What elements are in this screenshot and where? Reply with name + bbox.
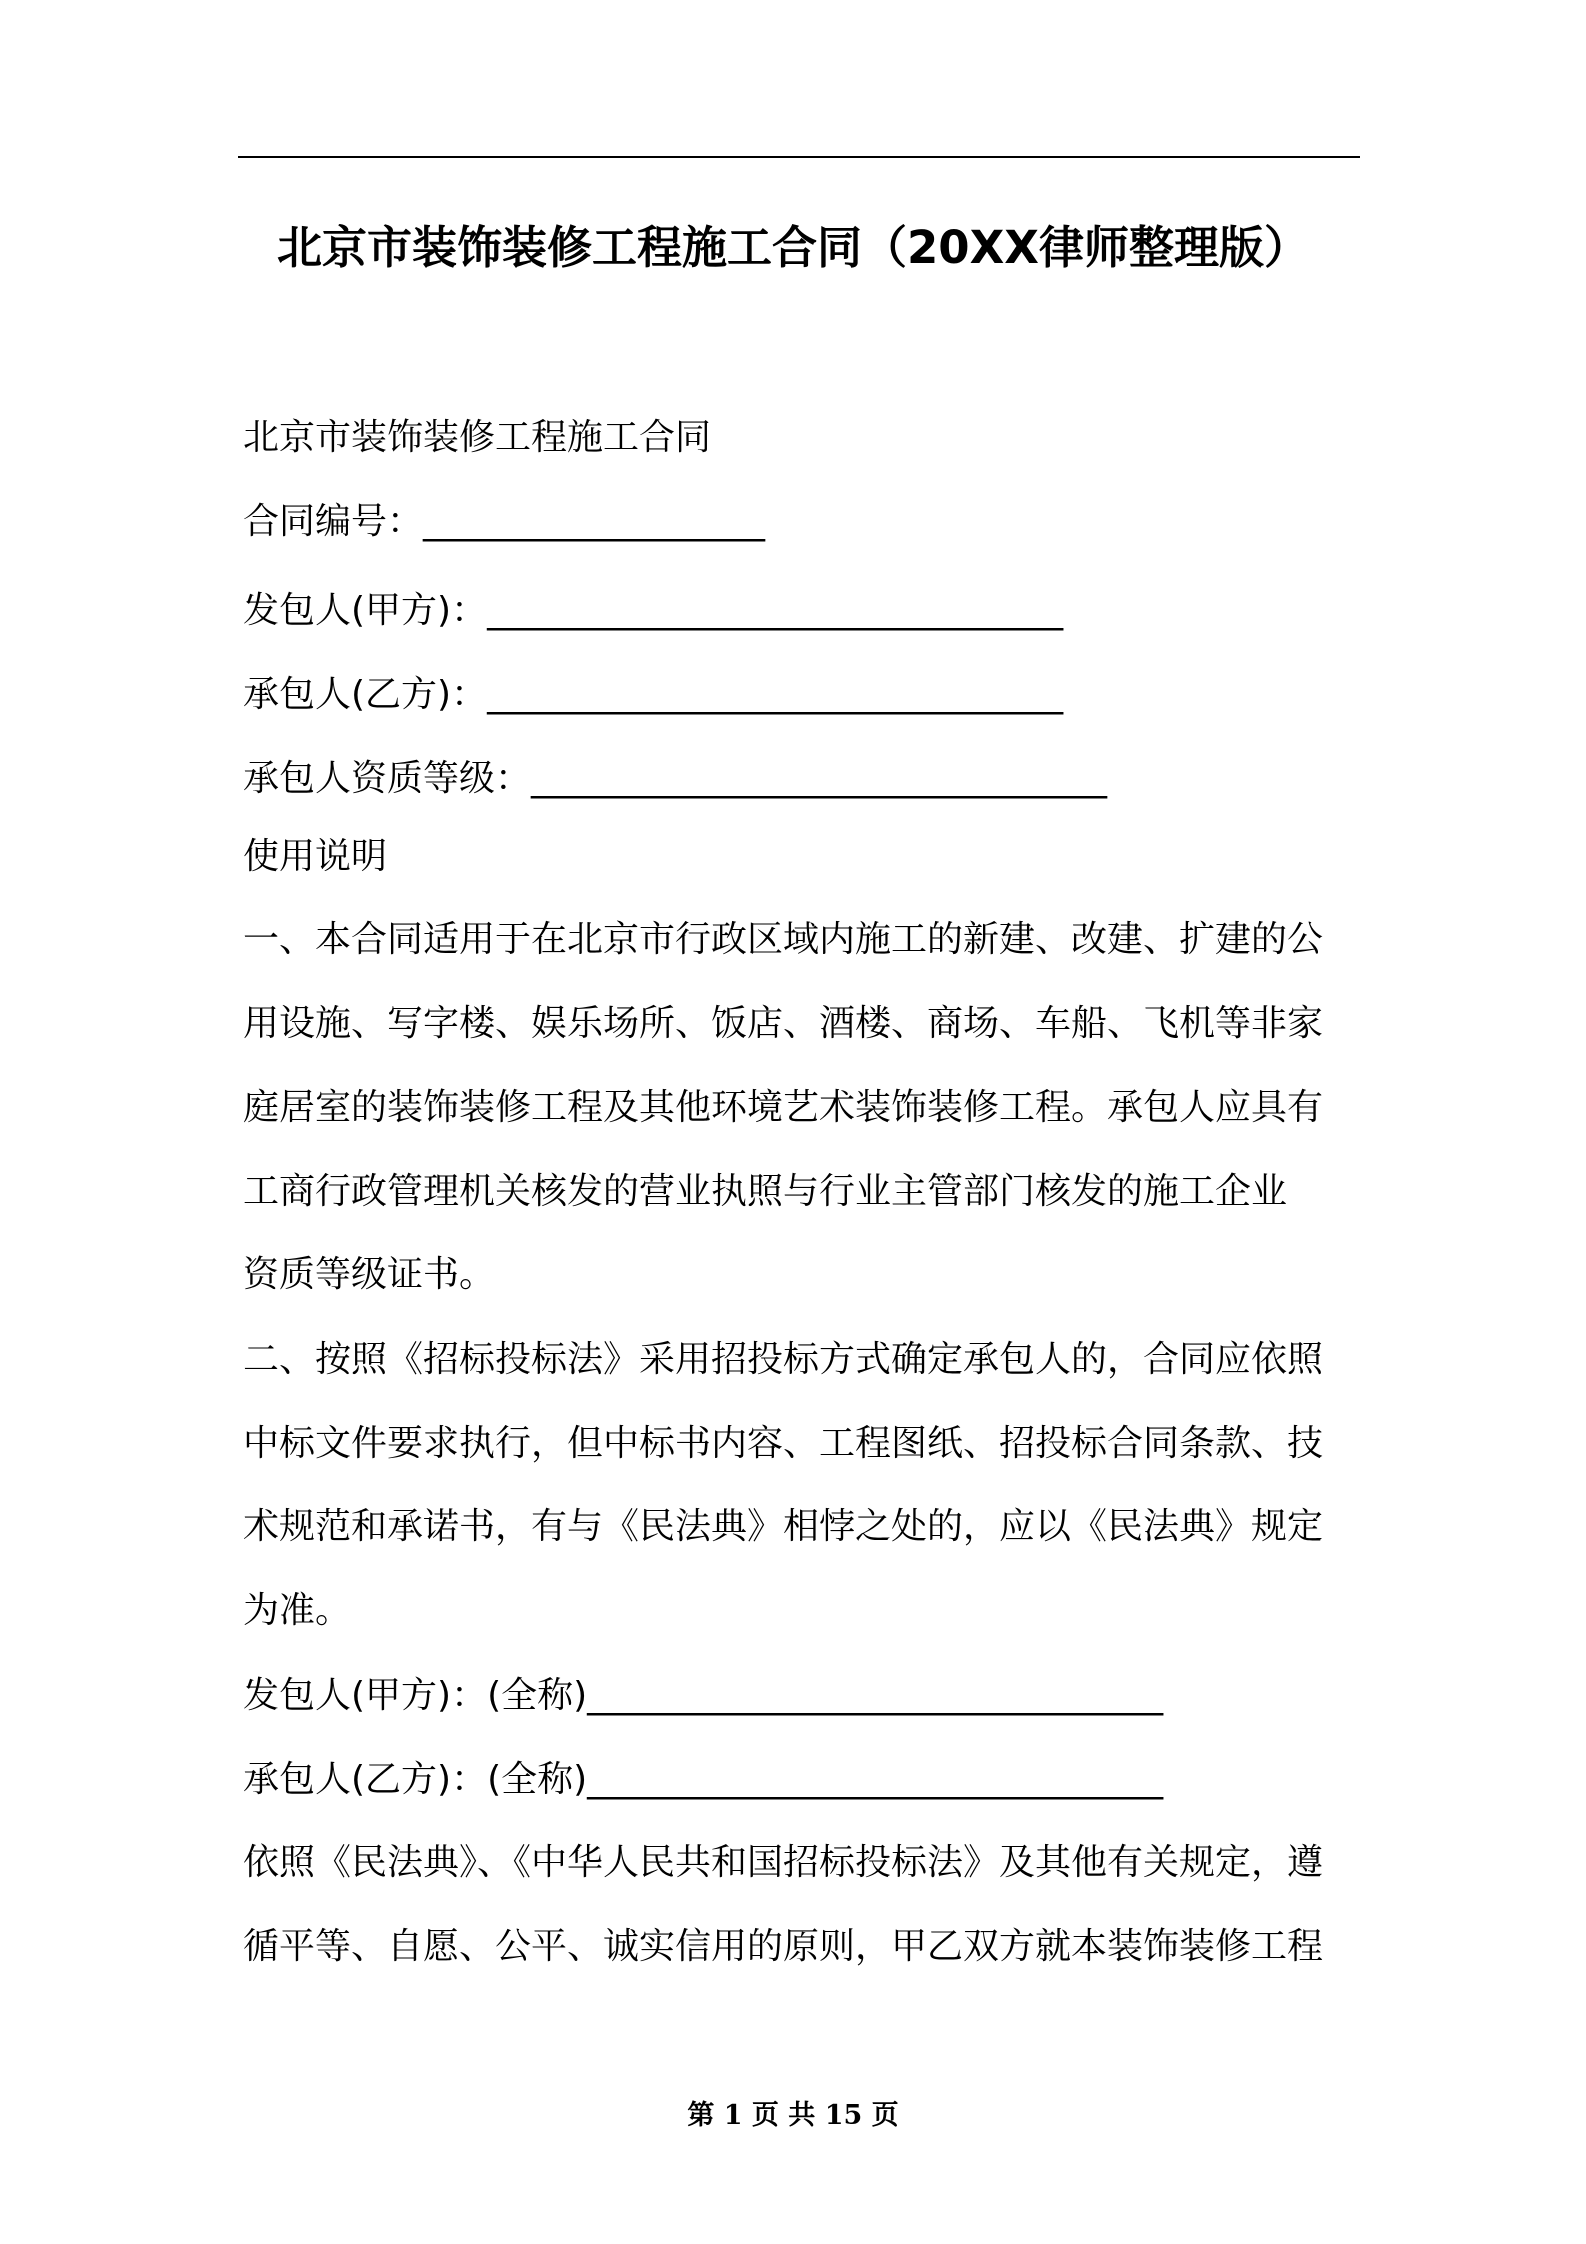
paragraph-line: 中标文件要求执行，但中标书内容、工程图纸、招投标合同条款、技 <box>243 1423 1324 1464</box>
paragraph-line: 工商行政管理机关核发的营业执照与行业主管部门核发的施工企业 <box>243 1171 1288 1212</box>
paragraph-line: 用设施、写字楼、娱乐场所、饭店、酒楼、商场、车船、飞机等非家 <box>243 1003 1324 1044</box>
usage-heading: 使用说明 <box>243 836 388 877</box>
paragraph-line: 术规范和承诺书，有与《民法典》相悖之处的，应以《民法典》规定 <box>243 1506 1324 1547</box>
paragraph-line: 庭居室的装饰装修工程及其他环境艺术装饰装修工程。承包人应具有 <box>243 1087 1324 1128</box>
party-a-line: 发包人(甲方)：________________________________ <box>243 590 1064 631</box>
contract-heading: 北京市装饰装修工程施工合同 <box>243 417 712 458</box>
party-a-fullname-line: 发包人(甲方)：(全称)________________________________ <box>243 1675 1164 1716</box>
paragraph-line: 二、按照《招标投标法》采用招投标方式确定承包人的，合同应依照 <box>243 1339 1324 1380</box>
header-rule <box>238 156 1360 158</box>
document-title: 北京市装饰装修工程施工合同（20XX律师整理版） <box>276 221 1309 274</box>
party-b-line: 承包人(乙方)：________________________________ <box>243 674 1064 715</box>
paragraph-line: 循平等、自愿、公平、诚实信用的原则，甲乙双方就本装饰装修工程 <box>243 1926 1324 1967</box>
paragraph-line: 资质等级证书。 <box>243 1254 496 1295</box>
paragraph-line: 为准。 <box>243 1590 352 1631</box>
page-number: 第 1 页 共 15 页 <box>687 2100 899 2131</box>
qualification-line: 承包人资质等级：________________________________ <box>243 758 1108 799</box>
paragraph-line: 依照《民法典》、《中华人民共和国招标投标法》及其他有关规定，遵 <box>243 1842 1324 1883</box>
party-b-fullname-line: 承包人(乙方)：(全称)________________________________ <box>243 1759 1164 1800</box>
paragraph-line: 一、本合同适用于在北京市行政区域内施工的新建、改建、扩建的公 <box>243 919 1324 960</box>
contract-number-line: 合同编号：___________________ <box>243 501 766 542</box>
